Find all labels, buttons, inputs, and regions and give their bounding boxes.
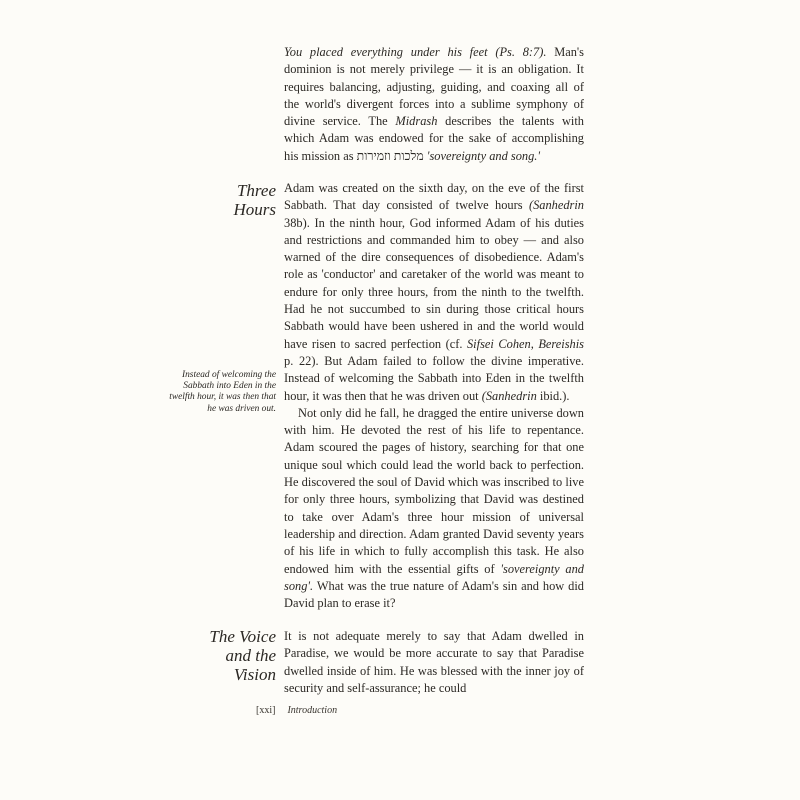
heading-three-hours	[233, 181, 276, 219]
running-section-title: Introduction	[287, 705, 338, 716]
three-hours-p1-b: 38b). In the ninth hour, God informed Adam of his duties and restrictions and commanded him to obey — and also warned of the dire consequences of disobedience. Adam's role as 'conductor' and caretaker of the world was meant to endure for only three hours, from the ninth to the twelfth. Had he not succumbed to sin during those critical hours Sabbath would have been ushered in and the world would have risen to sacred perfection (cf.	[284, 215, 584, 351]
psalm-quote: You placed everything under his feet	[284, 45, 488, 59]
sanhedrin-ref-2: (Sanhedrin	[481, 388, 537, 403]
sovereignty-quote: 'sovereignty and song.'	[423, 148, 541, 163]
heading-three-hours-line2: Hours	[233, 200, 276, 219]
heading-three-hours-line1: Three	[236, 181, 276, 200]
three-hours-p1-a: Adam was created on the sixth day, on the eve of the first Sabbath. That day consisted of twelve hours	[284, 181, 584, 213]
sovereignty-song-quote: 'sovereignty and song'.	[284, 561, 584, 593]
intro-body-2: describes the talents with which Adam was endowed for the sake of accomplishing his mission as	[284, 114, 584, 163]
voice-vision-paragraph: It is not adequate merely to say that Adam dwelled in Paradise, we would be more accurate to say that Paradise dwelled inside of him. He was blessed with the inner joy of security and self-assurance; he could	[284, 629, 584, 695]
page-footer	[256, 705, 337, 716]
psalm-ref: (Ps. 8:7).	[487, 45, 547, 59]
three-hours-p1-d: ibid.).	[536, 388, 570, 403]
sanhedrin-ref-1: (Sanhedrin	[528, 198, 584, 213]
voice-vision-text	[284, 628, 584, 697]
hebrew-phrase: מלכות וזמירות	[356, 148, 424, 163]
intro-body-1: Man's dominion is not merely privilege — it is an obligation. It requires balancing, adjusting, guiding, and coaxing all of the world's divergent forces into a sublime symphony of divine service. The	[284, 45, 584, 129]
heading-voice-vision-line3: Vision	[233, 665, 276, 684]
sifsei-cohen-ref: Sifsei Cohen, Bereishis	[466, 336, 584, 351]
three-hours-text	[284, 180, 584, 612]
intro-text	[284, 44, 584, 165]
heading-voice-vision	[209, 627, 276, 684]
three-hours-p2-b: What was the true nature of Adam's sin and how did David plan to erase it?	[284, 578, 584, 611]
intro-paragraph	[284, 44, 584, 165]
heading-voice-vision-line2: and the	[225, 646, 276, 665]
three-hours-paragraph-1	[284, 180, 584, 405]
three-hours-paragraph-2	[284, 405, 584, 613]
page-number: [xxi]	[256, 705, 276, 716]
heading-voice-vision-line1: The Voice	[209, 627, 276, 646]
margin-note: Instead of welcoming the Sabbath into Eden in the twelfth hour, it was then that he was driven out.	[169, 370, 276, 414]
three-hours-p1-c: p. 22). But Adam failed to follow the divine imperative. Instead of welcoming the Sabbath into Eden in the twelfth hour, it was then that he was driven out	[284, 353, 584, 403]
three-hours-p2-a: Not only did he fall, he dragged the entire universe down with him. He devoted the rest of his life to repentance. Adam scoured the pages of history, searching for that one unique soul which could lead the world back to perfection. He discovered the soul of David which was inscribed to live for only three hours, symbolizing that David was destined to take over Adam's three hour mission of universal leadership and direction. Adam granted David seventy years of his life in which to fully accomplish this task. He also endowed him with the essential gifts of	[284, 405, 584, 576]
midrash-term: Midrash	[395, 114, 438, 129]
